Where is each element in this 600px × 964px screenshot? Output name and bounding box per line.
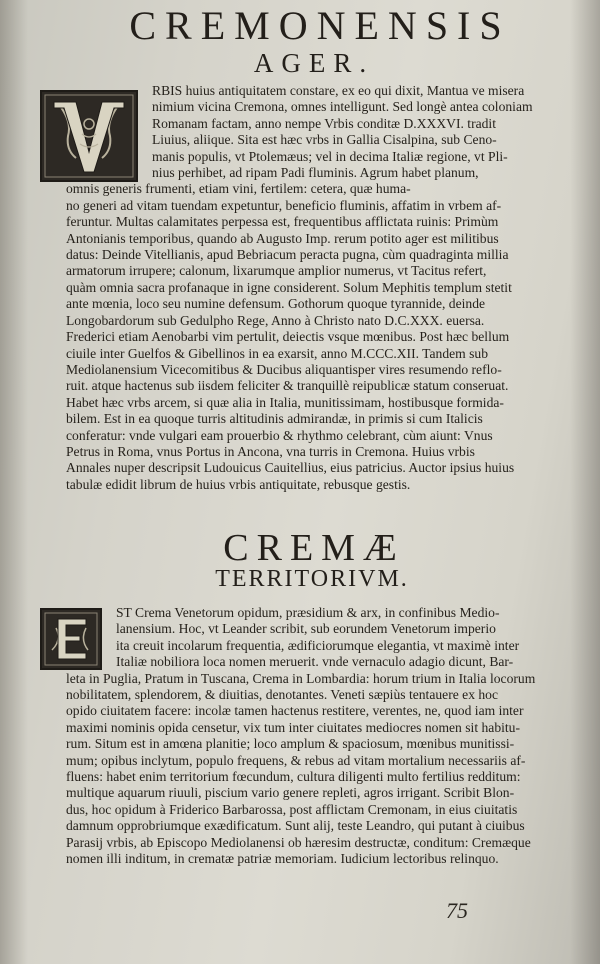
text-line: mum; opibus inclytum, populo frequens, & rebus ad vitam mortalium necessariis af- <box>66 752 526 768</box>
text-line: maximi nominis opida censetur, vix tum inter ciuitates mediocres nomen sit habitu- <box>66 719 520 735</box>
text-line: Parasij vrbis, ab Episcopo Mediolanensi ob hæresim destructæ, conditum: Cremæque <box>66 834 531 850</box>
text-line: Frederici etiam Aenobarbi vim pertulit, deiectis vsque mœnibus. Post hæc bellum <box>66 329 510 345</box>
text-line: ST Crema Venetorum opidum, præsidium & arx, in confinibus Medio- <box>116 605 500 620</box>
text-line: tabulæ edidit librum de huius vrbis antiquitate, rebusque gestis. <box>66 476 411 492</box>
text-line: Liuius, aliique. Sita est hæc vrbs in Gallia Cisalpina, sub Ceno- <box>152 132 497 148</box>
text-line: opido ciuitatem facere: incolæ tamen hactenus restitere, verentes, ne, quod iam inter <box>66 703 524 719</box>
page-edge-shadow-right <box>570 0 600 964</box>
text-line: feruntur. Multas calamitates perpessa est, frequentibus afflictata ruinis: Primùm <box>66 214 499 230</box>
text-line: Annales nuper descripsit Ludouicus Cauitellius, eius patricius. Auctor ipsius huius <box>66 460 515 476</box>
text-line: rum. Situm est in amœna planitie; loco amplum & spaciosum, mœnibus munitissi- <box>66 736 515 752</box>
text-line: dus, hoc opidum à Friderico Barbarossa, post afflictam Cremonam, in eius ciuitatis <box>66 801 518 817</box>
text-line: leta in Puglia, Pratum in Tuscana, Crema in Lombardia: horum trium in Italia locorum <box>66 670 536 686</box>
page-edge-shadow-left <box>0 0 28 964</box>
text-line: lanensium. Hoc, vt Leander scribit, sub eorundem Venetorum imperio <box>116 621 496 637</box>
text-line: Italiæ nobiliora loca nomen meruerit. vnde vernaculo adagio dicunt, Bar- <box>116 654 514 670</box>
text-line: nimium vicina Cremona, omnes intelligunt. Sed longè antea coloniam <box>152 99 533 115</box>
text-line: quàm omnia sacra profanaque in igne considerent. Solum Mephitis templum stetit <box>66 279 512 295</box>
text-line: fluens: habet enim territorium fœcundum, cultura diligenti multo fertilius redditum: <box>66 769 521 785</box>
text-line: ante mœnia, loco seu numine defensum. Gothorum quoque tyrannide, deinde <box>66 296 486 312</box>
text-line: manis populis, vt Ptolemæus; vel in decima Italiæ regione, vt Pli- <box>152 148 508 164</box>
text-line: ruit. atque hactenus sub iisdem feliciter & tranquillè reipublicæ statum conseruat. <box>66 378 509 394</box>
text-line: armatorum irrupere; calonum, lixarumque amplior numerus, vt Tacitus refert, <box>66 263 487 279</box>
text-line: Antonianis temporibus, quando ab Augusto Imp. rerum potito ager est militibus <box>66 230 499 246</box>
text-line: nobilitatem, splendorem, & diuitias, denotantes. Veneti sæpiùs tentauere ex hoc <box>66 687 499 703</box>
section-subtitle-territorium: TERRITORIVM. <box>215 566 409 592</box>
text-line: Petrus in Roma, vnus Portus in Ancona, vna turris in Cremona. Huius vrbis <box>66 443 475 459</box>
section-subtitle-ager: AGER. <box>253 48 375 78</box>
text-line: damnum opprobriumque exædificatum. Sunt alij, teste Leandro, qui putant à ciuibus <box>66 818 525 834</box>
text-line: ita creuit incolarum frequentia, ædificiorumque elegantia, vt maximè inter <box>116 637 520 653</box>
page-number: 75 <box>446 898 468 923</box>
section-title-cremonensis: CREMONENSIS <box>129 3 511 48</box>
text-line: nius perhibet, ad ripam Padi fluminis. Agrum habet planum, <box>152 165 479 181</box>
text-line: omnis generis frumenti, etiam vini, fertilem: cetera, quæ huma- <box>66 181 411 197</box>
text-line: Longobardorum sub Gedulpho Rege, Anno à Christo nato D.C.XXX. euersa. <box>66 312 485 328</box>
text-line: Romanam factam, anno nempe Vrbis conditæ D.XXXVI. tradit <box>152 115 496 131</box>
text-line: multique aquarum riuuli, piscium vario genere repleti, agros irrigant. Scribit Blon- <box>66 785 515 801</box>
text-line: Habet hæc vrbs arcem, si quæ alia in Italia, munitissimam, hostibusque formida- <box>66 394 504 410</box>
section-title-cremae: CREMÆ <box>223 527 405 569</box>
crema-description-paragraph <box>66 605 552 868</box>
text-line: RBIS huius antiquitatem constare, ex eo qui dixit, Mantua ve misera <box>152 83 525 98</box>
text-line: no generi ad vitam tuendam expetuntur, beneficio fluminis, affatim in vrbem af- <box>66 197 502 213</box>
text-line: bilem. Est in ea quoque turris altitudinis admirandæ, in primis si cum Italicis <box>66 411 483 427</box>
text-line: conferatur: vnde vulgari eam prouerbio & rhythmo celebrant, cùm aiunt: Vnus <box>66 427 493 443</box>
text-line: Mediolanensium Vicecomitibus & Ducibus aliquantisper vires resumendo reflo- <box>66 361 502 377</box>
text-line: datus: Deinde Vitellianis, apud Bebriacum peracta pugna, cùm quadraginta millia <box>66 247 509 263</box>
text-line: ciuile inter Guelfos & Gibellinos in ea exarsit, anno M.CCC.XII. Tandem sub <box>66 345 489 361</box>
text-line: nomen illi inditum, in crematæ patriæ memoriam. Iudicium lectoribus relinquo. <box>66 851 499 867</box>
cremona-description-paragraph <box>66 83 552 493</box>
